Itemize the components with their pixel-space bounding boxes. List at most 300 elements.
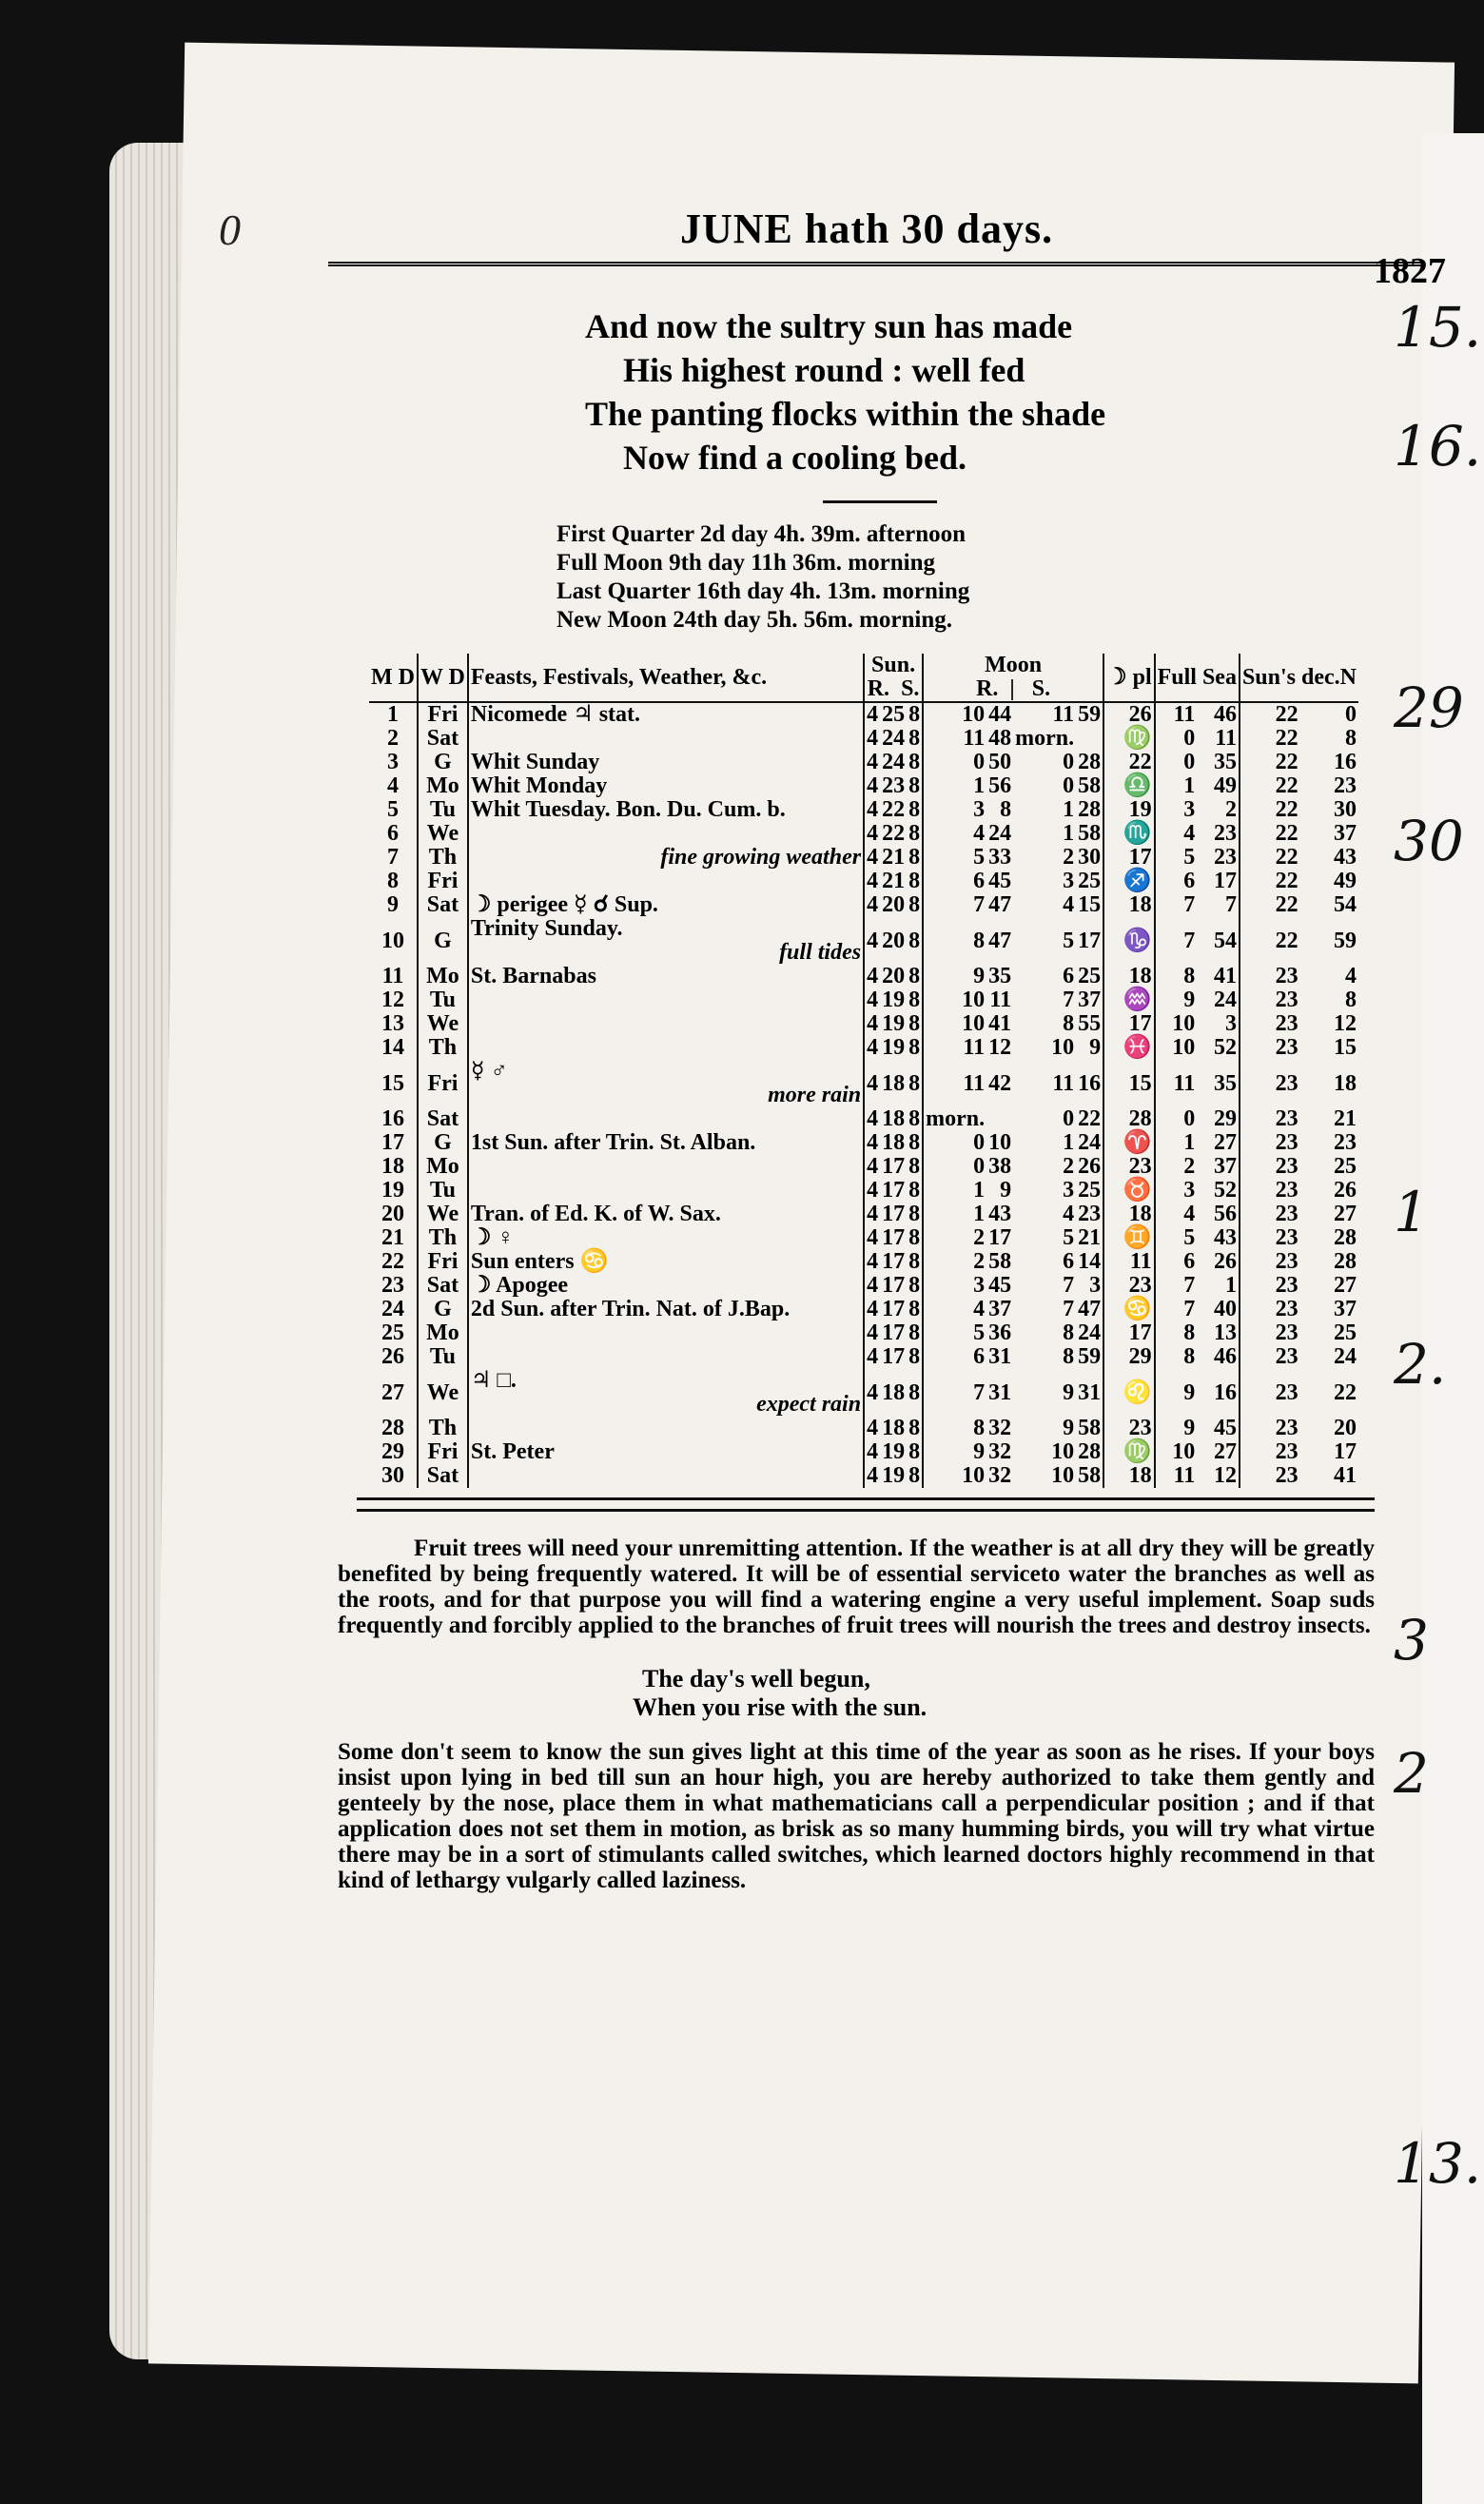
feast-text: Nicomede ♃ stat. (470, 702, 641, 727)
feast-text: 2d Sun. after Trin. Nat. of J.Bap. (470, 1297, 791, 1321)
cell-md: 22 (369, 1250, 418, 1274)
cell-msh: 3 (1063, 869, 1075, 893)
cell-md: 2 (369, 727, 418, 751)
cell-mrh: 5 (973, 845, 986, 870)
cell-fsm: 43 (1197, 1226, 1240, 1250)
cell-sm: 24 (882, 750, 906, 774)
cell-sm: 19 (882, 988, 906, 1012)
cell-wd: Th (418, 1036, 468, 1060)
cell-mp: 26 (1103, 702, 1155, 727)
cell-dm: 25 (1334, 1320, 1357, 1345)
cell-mp: 17 (1103, 1012, 1155, 1036)
almanac-table (369, 654, 1358, 1488)
cell-mrm: 47 (988, 892, 1012, 917)
cell-msm: 25 (1076, 965, 1103, 988)
cell-feast (468, 870, 864, 893)
cell-sm: 17 (882, 1320, 906, 1345)
cell-md: 17 (369, 1131, 418, 1155)
cell-dm: 49 (1334, 869, 1357, 893)
cell-fsh: 5 (1183, 1225, 1196, 1250)
cell-dm: 23 (1334, 773, 1357, 798)
cell-md: 9 (369, 893, 418, 917)
cell-mrh: 0 (973, 1130, 986, 1155)
header-sun (864, 654, 923, 702)
cell-sh: 4 (867, 702, 879, 727)
cell-fsm: 17 (1197, 870, 1240, 893)
cell-fsh: 9 (1183, 1416, 1196, 1440)
cell-wd: Mo (418, 965, 468, 988)
cell-msm: 59 (1076, 702, 1103, 727)
cell-mrh: 0 (973, 1154, 986, 1179)
cell-wd: Sat (418, 893, 468, 917)
cell-sm: 25 (882, 702, 906, 727)
cell-feast (468, 774, 864, 798)
cell-mp: ♍ (1103, 727, 1155, 751)
cell-mrh: 9 (973, 964, 986, 988)
table-row (369, 1345, 1358, 1369)
cell-fsh: 7 (1183, 1297, 1196, 1321)
cell-sh: 4 (867, 1011, 879, 1036)
cell-feast (468, 1036, 864, 1060)
feast-text: Tran. of Ed. K. of W. Sax. (470, 1202, 721, 1226)
cell-msh: 7 (1063, 1273, 1075, 1298)
cell-msm: 17 (1076, 917, 1103, 965)
header-wd: W D (418, 654, 468, 702)
cell-dd: 23 (1275, 1130, 1298, 1155)
couplet-line: When you rise with the sun. (633, 1693, 928, 1721)
cell-mrm: 43 (988, 1202, 1012, 1226)
handwritten-note: 15. (1394, 295, 1482, 360)
cell-feast (468, 1298, 864, 1321)
cell-fsm: 37 (1197, 1155, 1240, 1179)
cell-dm: 16 (1334, 750, 1357, 774)
page-title: JUNE hath 30 days. (680, 205, 1054, 252)
cell-dd: 22 (1275, 928, 1298, 953)
cell-fsm: 1 (1197, 1274, 1240, 1298)
cell-mrh: 10 (962, 702, 986, 727)
handwritten-note: 2 (1394, 1741, 1429, 1806)
gardening-paragraph: Fruit trees will need your unremitting attention. If the weather is at all dry they will be greatly benefited by being frequently watered. It will be of essential serviceto water the branches as well as the roots, and for that purpose you will find a watering engine a very useful implement. Soap suds frequently and forcibly applied to the branches of fruit trees will nourish the trees and destroy insects. (338, 1536, 1375, 1638)
cell-mrh: 7 (973, 892, 986, 917)
cell-sm: 20 (882, 928, 906, 953)
cell-wd: We (418, 1369, 468, 1417)
table-row (369, 1179, 1358, 1203)
cell-sm: 19 (882, 1035, 906, 1060)
cell-msm: 24 (1076, 1321, 1103, 1345)
header-sun-label: Sun. (871, 653, 916, 677)
cell-sh: 4 (867, 964, 879, 988)
cell-ss: 8 (907, 1131, 923, 1155)
cell-dm: 28 (1334, 1249, 1357, 1274)
cell-mrm: 31 (988, 1344, 1012, 1369)
cell-fsm: 49 (1197, 774, 1240, 798)
header-moon-label: Moon (985, 653, 1043, 677)
cell-feast (468, 1012, 864, 1036)
cell-fsh: 11 (1173, 1070, 1196, 1096)
table-row (369, 1464, 1358, 1488)
cell-dm: 0 (1345, 702, 1357, 727)
cell-sm: 18 (882, 1106, 906, 1131)
cell-feast (468, 1203, 864, 1226)
cell-wd: Th (418, 1417, 468, 1440)
cell-md: 21 (369, 1226, 418, 1250)
cell-msh: 1 (1063, 821, 1075, 846)
cell-fsh: 6 (1183, 869, 1196, 893)
cell-fsh: 8 (1183, 1320, 1196, 1345)
cell-mrm: 56 (988, 773, 1012, 798)
cell-wd: Mo (418, 1321, 468, 1345)
cell-mrh: 8 (973, 928, 986, 953)
cell-fsh: 10 (1172, 1439, 1196, 1464)
header-moon-s: S. (1031, 676, 1051, 701)
cell-msh: 10 (1051, 1439, 1075, 1464)
cell-fsm: 52 (1197, 1036, 1240, 1060)
feast-text: ☽ Apogee (470, 1273, 569, 1298)
cell-fsh: 1 (1183, 1130, 1196, 1155)
cell-fsm: 35 (1197, 1060, 1240, 1107)
cell-md: 5 (369, 798, 418, 822)
cell-mrh: morn. (926, 1106, 986, 1131)
cell-wd: Tu (418, 1179, 468, 1203)
cell-msh: 6 (1063, 1249, 1075, 1274)
cell-mrh: 1 (973, 1178, 986, 1203)
cell-dm: 23 (1334, 1130, 1357, 1155)
cell-fsm: 35 (1197, 751, 1240, 774)
cell-ss: 8 (907, 1036, 923, 1060)
table-row (369, 1131, 1358, 1155)
cell-msh: 10 (1051, 1035, 1075, 1060)
cell-wd: Tu (418, 798, 468, 822)
cell-fsm: 46 (1197, 702, 1240, 727)
cell-msm: 22 (1076, 1107, 1103, 1131)
cell-mrh: 9 (973, 1439, 986, 1464)
table-row (369, 727, 1358, 751)
cell-msm: 31 (1076, 1369, 1103, 1417)
cell-mrh: 1 (973, 1202, 986, 1226)
cell-mp: 17 (1103, 846, 1155, 870)
cell-fsm: 23 (1197, 822, 1240, 846)
cell-ss: 8 (907, 1203, 923, 1226)
feast-text: ☿ ♂ (470, 1059, 508, 1084)
cell-msm: 58 (1076, 774, 1103, 798)
cell-msm: 30 (1076, 846, 1103, 870)
cell-dd: 22 (1275, 726, 1298, 751)
handwritten-note: 13. (1394, 2131, 1482, 2196)
cell-mp: 23 (1103, 1417, 1155, 1440)
cell-dm: 15 (1334, 1035, 1357, 1060)
cell-msh: 11 (1052, 702, 1075, 727)
header-md: M D (369, 654, 418, 702)
cell-feast (468, 965, 864, 988)
table-row (369, 917, 1358, 965)
couplet (633, 1665, 1422, 1722)
page-content (328, 195, 1446, 1893)
cell-sh: 4 (867, 845, 879, 870)
cell-feast (468, 846, 864, 870)
cell-fsm: 45 (1197, 1417, 1240, 1440)
cell-ss: 8 (907, 917, 923, 965)
cell-feast (468, 1060, 864, 1107)
cell-sh: 4 (867, 1225, 879, 1250)
cell-dm: 37 (1334, 821, 1357, 846)
cell-ss: 8 (907, 1107, 923, 1131)
cell-md: 24 (369, 1298, 418, 1321)
cell-ss: 8 (907, 727, 923, 751)
cell-mrm: 17 (988, 1225, 1012, 1250)
cell-dm: 28 (1334, 1225, 1357, 1250)
cell-mrh: 4 (973, 821, 986, 846)
cell-mrh: 11 (963, 726, 986, 751)
cell-msm: 25 (1076, 1179, 1103, 1203)
cell-mrh: 11 (963, 1035, 986, 1060)
cell-dm: 26 (1334, 1178, 1357, 1203)
cell-md: 30 (369, 1464, 418, 1488)
cell-fsh: 0 (1183, 750, 1196, 774)
year-label: 1827 (1374, 251, 1446, 291)
cell-mrh: 10 (962, 1463, 986, 1488)
table-row (369, 1274, 1358, 1298)
cell-mrm: 42 (988, 1070, 1012, 1096)
cell-ss: 8 (907, 1012, 923, 1036)
header-sun-s: S. (901, 676, 920, 701)
cell-wd: G (418, 1298, 468, 1321)
cell-sh: 4 (867, 821, 879, 846)
cell-mrm: 9 (1000, 1178, 1012, 1203)
table-row (369, 1203, 1358, 1226)
header-moon-place: ☽ pl (1103, 654, 1155, 702)
cell-msh: 8 (1063, 1011, 1075, 1036)
feast-text: St. Peter (470, 1439, 555, 1464)
cell-mp: ♓ (1103, 1036, 1155, 1060)
cell-ss: 8 (907, 1179, 923, 1203)
cell-dd: 23 (1275, 1463, 1298, 1488)
cell-msm: 37 (1076, 988, 1103, 1012)
cell-feast (468, 822, 864, 846)
cell-fsm: 26 (1197, 1250, 1240, 1274)
couplet-line: The day's well begun, (642, 1665, 870, 1692)
cell-mrm: 24 (988, 821, 1012, 846)
table-row (369, 798, 1358, 822)
cell-mrm: 8 (1000, 797, 1012, 822)
cell-mp: 22 (1103, 751, 1155, 774)
cell-wd: Th (418, 846, 468, 870)
cell-md: 14 (369, 1036, 418, 1060)
cell-sm: 22 (882, 797, 906, 822)
cell-fsh: 2 (1183, 1154, 1196, 1179)
cell-sh: 4 (867, 1106, 879, 1131)
cell-wd: G (418, 751, 468, 774)
cell-mp: 29 (1103, 1345, 1155, 1369)
cell-mrm: 31 (988, 1379, 1012, 1405)
cell-sh: 4 (867, 1249, 879, 1274)
cell-fsm: 27 (1197, 1440, 1240, 1464)
weather-note: more rain (768, 1083, 862, 1107)
cell-mp: 23 (1103, 1274, 1155, 1298)
cell-mrm: 10 (988, 1130, 1012, 1155)
cell-md: 23 (369, 1274, 418, 1298)
cell-sm: 24 (882, 726, 906, 751)
cell-mrh: 2 (973, 1225, 986, 1250)
divider (823, 500, 937, 503)
cell-feast (468, 1107, 864, 1131)
cell-dm: 22 (1334, 1379, 1357, 1405)
cell-dd: 23 (1275, 1273, 1298, 1298)
cell-sh: 4 (867, 1178, 879, 1203)
cell-mp: 15 (1103, 1060, 1155, 1107)
cell-msh: 10 (1051, 1463, 1075, 1488)
cell-mp: ♊ (1103, 1226, 1155, 1250)
handwritten-note: 16. (1394, 414, 1482, 479)
cell-mp: 18 (1103, 893, 1155, 917)
cell-ss: 8 (907, 1250, 923, 1274)
cell-msm: 23 (1076, 1203, 1103, 1226)
cell-dm: 17 (1334, 1439, 1357, 1464)
cell-ss: 8 (907, 1440, 923, 1464)
cell-dd: 23 (1275, 964, 1298, 988)
cell-sm: 19 (882, 1463, 906, 1488)
cell-ss: 8 (907, 893, 923, 917)
feast-text: 1st Sun. after Trin. St. Alban. (470, 1130, 756, 1155)
cell-ss: 8 (907, 751, 923, 774)
cell-ss: 8 (907, 846, 923, 870)
cell-mp: ♍ (1103, 1440, 1155, 1464)
poem-line: And now the sultry sun has made (585, 307, 1073, 345)
cell-msh: 9 (1063, 1379, 1075, 1405)
cell-md: 16 (369, 1107, 418, 1131)
cell-sm: 18 (882, 1070, 906, 1096)
cell-mrm: 58 (988, 1249, 1012, 1274)
cell-mp: ♒ (1103, 988, 1155, 1012)
cell-sm: 18 (882, 1130, 906, 1155)
cell-mrh: 10 (962, 1011, 986, 1036)
cell-fsh: 7 (1183, 928, 1196, 953)
cell-sm: 22 (882, 821, 906, 846)
cell-ss: 8 (907, 822, 923, 846)
cell-sh: 4 (867, 1416, 879, 1440)
table-row (369, 1321, 1358, 1345)
feast-text: Whit Tuesday. Bon. Du. Cum. b. (470, 797, 786, 822)
cell-dm: 27 (1334, 1273, 1357, 1298)
cell-feast (468, 1440, 864, 1464)
cell-ss: 8 (907, 1274, 923, 1298)
feast-text: ♃ □. (470, 1368, 517, 1393)
cell-fsh: 9 (1183, 988, 1196, 1012)
cell-msm: 58 (1076, 1464, 1103, 1488)
header-sun-r: R. (867, 676, 890, 701)
cell-mp: ♌ (1103, 1369, 1155, 1417)
cell-ss: 8 (907, 774, 923, 798)
cell-dd: 23 (1275, 1416, 1298, 1440)
cell-msm: 3 (1076, 1274, 1103, 1298)
cell-fsm: 3 (1197, 1012, 1240, 1036)
cell-mrh: 2 (973, 1249, 986, 1274)
cell-mrh: 0 (973, 750, 986, 774)
cell-dd: 22 (1275, 821, 1298, 846)
cell-msm: 25 (1076, 870, 1103, 893)
table-row (369, 965, 1358, 988)
cell-sm: 18 (882, 1416, 906, 1440)
table-row (369, 1060, 1358, 1107)
table-row (369, 774, 1358, 798)
cell-md: 10 (369, 917, 418, 965)
cell-fsm: 16 (1197, 1369, 1240, 1417)
cell-ss: 8 (907, 1060, 923, 1107)
cell-mrh: 6 (973, 869, 986, 893)
cell-mrh: 6 (973, 1344, 986, 1369)
weather-note: fine growing weather (660, 845, 862, 870)
weather-note: full tides (779, 940, 862, 965)
cell-fsm: 52 (1197, 1179, 1240, 1203)
cell-msm: 26 (1076, 1155, 1103, 1179)
cell-dm: 24 (1334, 1344, 1357, 1369)
cell-sm: 23 (882, 773, 906, 798)
cell-mp: 18 (1103, 965, 1155, 988)
cell-feast (468, 1345, 864, 1369)
cell-fsm: 56 (1197, 1203, 1240, 1226)
cell-mrm: 45 (988, 1273, 1012, 1298)
cell-fsh: 8 (1183, 1344, 1196, 1369)
cell-md: 1 (369, 702, 418, 727)
cell-dm: 43 (1334, 845, 1357, 870)
cell-ss: 8 (907, 1369, 923, 1417)
cell-fsm: 13 (1197, 1321, 1240, 1345)
cell-msm: 47 (1076, 1298, 1103, 1321)
cell-ss: 8 (907, 1298, 923, 1321)
cell-wd: We (418, 1012, 468, 1036)
cell-dm: 41 (1334, 1463, 1357, 1488)
cell-ss: 8 (907, 798, 923, 822)
cell-mp: 18 (1103, 1464, 1155, 1488)
cell-msh: 4 (1063, 1202, 1075, 1226)
table-row (369, 988, 1358, 1012)
cell-dd: 23 (1275, 1439, 1298, 1464)
cell-md: 12 (369, 988, 418, 1012)
cell-fsh: 11 (1173, 702, 1196, 727)
cell-sh: 4 (867, 1320, 879, 1345)
cell-dd: 23 (1275, 1344, 1298, 1369)
cell-dm: 37 (1334, 1297, 1357, 1321)
cell-mrm: 32 (988, 1463, 1012, 1488)
cell-mrh: 3 (973, 797, 986, 822)
cell-fsh: 3 (1183, 1178, 1196, 1203)
cell-feast (468, 893, 864, 917)
cell-sm: 20 (882, 892, 906, 917)
feast-text: Whit Sunday (470, 750, 600, 774)
cell-wd: Fri (418, 1440, 468, 1464)
cell-dd: 23 (1275, 1320, 1298, 1345)
margin-note: 0 (219, 205, 241, 254)
cell-fsh: 9 (1183, 1379, 1196, 1405)
cell-sm: 17 (882, 1273, 906, 1298)
cell-mp: 28 (1103, 1107, 1155, 1131)
cell-fsm: 40 (1197, 1298, 1240, 1321)
cell-sh: 4 (867, 869, 879, 893)
cell-feast (468, 798, 864, 822)
cell-msh: 2 (1063, 845, 1075, 870)
cell-msh: 2 (1063, 1154, 1075, 1179)
cell-fsm: 24 (1197, 988, 1240, 1012)
cell-dd: 23 (1275, 1035, 1298, 1060)
cell-msh: 7 (1063, 1297, 1075, 1321)
cell-md: 8 (369, 870, 418, 893)
table-row (369, 846, 1358, 870)
cell-wd: Sat (418, 727, 468, 751)
cell-mrm: 50 (988, 750, 1012, 774)
cell-sh: 4 (867, 726, 879, 751)
table-row (369, 870, 1358, 893)
cell-md: 4 (369, 774, 418, 798)
cell-md: 13 (369, 1012, 418, 1036)
